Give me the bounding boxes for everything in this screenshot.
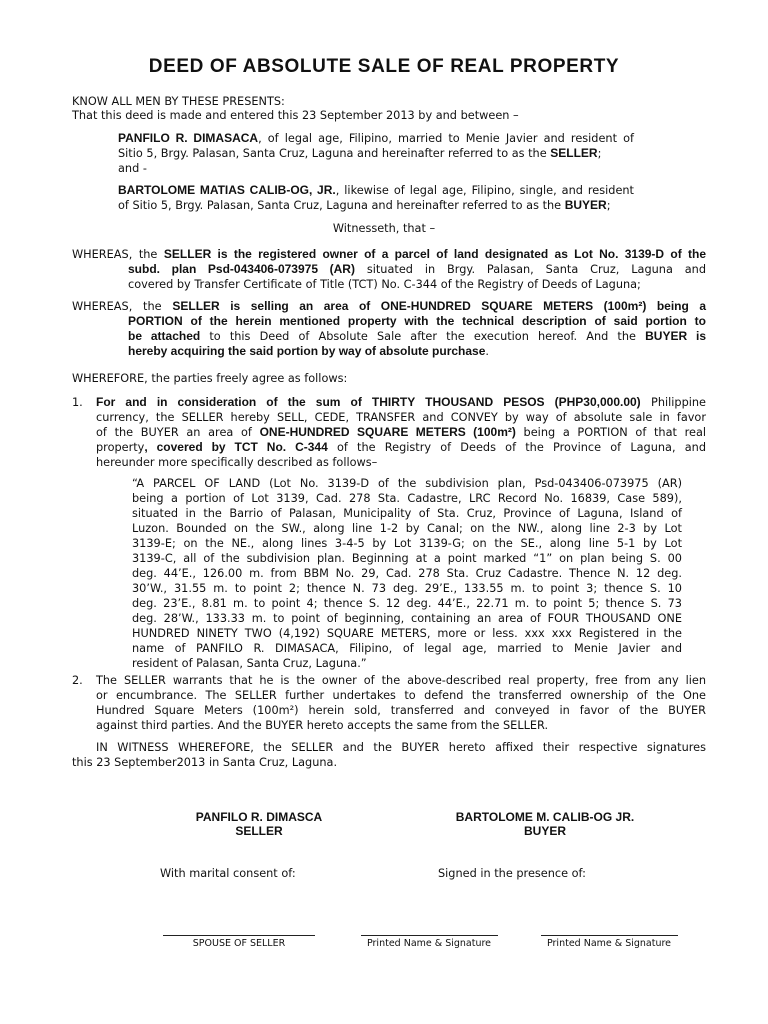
item-1-line-4: property, covered by TCT No. C-344 of the Registry of Deeds of the Province of Laguna, and <box>96 440 707 454</box>
quote-line: deg. 44’E., 126.00 m. from BBM No. 29, Cad. 278 Sta. Cruz Cadastre. Thence N. 12 deg. <box>132 567 682 580</box>
quote-line: 3139-E; on the NE., along lines 3-4-5 by Lot 3139-G; on the SE., along line 5-1 by Lot <box>132 537 682 550</box>
quote-line: 3139-C, all of the subdivision plan. Beginning at a point marked “1” on plan being S. 00 <box>132 552 682 565</box>
spouse-of-seller-label: SPOUSE OF SELLER <box>192 938 286 949</box>
item-1-line-5: hereunder more specifically described as follows– <box>96 456 378 469</box>
buyer-name: BARTOLOME MATIAS CALIB-OG, JR. <box>118 183 336 197</box>
witness-clause-line-1: IN WITNESS WHEREFORE, the SELLER and the BUYER hereto affixed their respective signatures <box>96 741 706 754</box>
item-1-line-3: of the BUYER an area of ONE-HUNDRED SQUARE METERS (100m²) being a PORTION of that real <box>96 425 707 439</box>
item-2-line: or encumbrance. The SELLER further undertakes to defend the transferred ownership of the One <box>96 689 706 702</box>
buyer-paragraph-line-2: of Sitio 5, Brgy. Palasan, Santa Cruz, Laguna and hereinafter referred to as the BUYER; <box>118 198 611 212</box>
buyer-signature-role: BUYER <box>523 824 566 838</box>
seller-name: PANFILO R. DIMASACA <box>118 131 259 145</box>
whereas-2-line-1: WHEREAS, the SELLER is selling an area of ONE-HUNDRED SQUARE METERS (100m²) being a <box>72 299 706 313</box>
whereas-1-line-3: covered by Transfer Certificate of Title (TCT) No. C-344 of the Registry of Deeds of Laguna; <box>128 278 641 291</box>
item-2-line: The SELLER warrants that he is the owner of the above-described real property, free from any lien <box>96 674 706 687</box>
seller-signature-role: SELLER <box>235 824 283 838</box>
whereas-2-line-2: PORTION of the herein mentioned property with the technical description of said portion to <box>128 314 706 328</box>
witness-clause-line-2: this 23 September2013 in Santa Cruz, Laguna. <box>72 756 338 769</box>
item-2-line: Hundred Square Meters (100m²) herein sold, transferred and conveyed in favor of the BUYER <box>96 704 706 717</box>
quote-line: resident of Palasan, Santa Cruz, Laguna.” <box>132 657 367 670</box>
intro-line-1: KNOW ALL MEN BY THESE PRESENTS: <box>72 95 285 108</box>
quote-line: deg. 28’W., 133.33 m. to point of beginning, containing an area of FOUR THOUSAND ONE <box>132 612 682 625</box>
quote-line: deg. 23’E., 8.81 m. to point 4; thence S. 12 deg. 44’E., 22.71 m. to point 5; thence S. 73 <box>132 597 682 610</box>
seller-paragraph-line-3: and - <box>118 162 147 175</box>
quote-line: “A PARCEL OF LAND (Lot No. 3139-D of the subdivision plan, Psd-043406-073975 (AR) <box>132 477 682 490</box>
signed-presence-label: Signed in the presence of: <box>438 867 586 880</box>
item-1-line-2: currency, the SELLER hereby SELL, CEDE, TRANSFER and CONVEY by way of absolute sale in favor <box>96 411 706 424</box>
quote-line: 30’W., 31.55 m. to point 2; thence N. 73 deg. 29’E., 133.55 m. to point 3; thence S. 10 <box>132 582 682 595</box>
spouse-signature-line <box>163 935 315 936</box>
item-1-line-1: For and in consideration of the sum of THIRTY THOUSAND PESOS (PHP30,000.00) Philippine <box>96 395 706 409</box>
wherefore: WHEREFORE, the parties freely agree as follows: <box>72 372 348 385</box>
item-2-number: 2. <box>72 674 83 687</box>
whereas-1-line-1: WHEREAS, the SELLER is the registered owner of a parcel of land designated as Lot No. 3139-D of the <box>72 247 706 261</box>
quote-line: Luzon. Bounded on the SW., along line 1-2 by Canal; on the NW., along line 2-3 by Lot <box>132 522 682 535</box>
witness-2-signature-line <box>541 935 678 936</box>
whereas-1-line-2: subd. plan Psd-043406-073975 (AR) situated in Brgy. Palasan, Santa Cruz, Laguna and <box>128 262 707 276</box>
witness-1-signature-line <box>361 935 498 936</box>
quote-line: being a portion of Lot 3139, Cad. 278 Sta. Cadastre, LRC Record No. 16839, Case 589), <box>132 492 682 505</box>
seller-paragraph-line-1: PANFILO R. DIMASACA, of legal age, Filipino, married to Menie Javier and resident of <box>118 131 634 145</box>
seller-role: SELLER <box>550 146 598 160</box>
witness-1-label: Printed Name & Signature <box>366 938 492 949</box>
buyer-signature-block <box>420 810 670 838</box>
whereas-2-line-4: hereby acquiring the said portion by way of absolute purchase. <box>128 344 489 358</box>
quote-line: name of PANFILO R. DIMASACA, Filipino, of legal age, married to Menie Javier and <box>132 642 682 655</box>
seller-paragraph-line-2: Sitio 5, Brgy. Palasan, Santa Cruz, Laguna and hereinafter referred to as the SELLER; <box>118 146 602 160</box>
seller-signature-block <box>154 810 364 838</box>
witness-2-label: Printed Name & Signature <box>546 938 672 949</box>
quote-line: HUNDRED NINETY TWO (4,192) SQUARE METERS, more or less. xxx xxx Registered in the <box>132 627 682 640</box>
item-2-line: against third parties. And the BUYER hereto accepts the same from the SELLER. <box>96 719 549 732</box>
buyer-signature-name: BARTOLOME M. CALIB-OG JR. <box>455 810 635 824</box>
whereas-2-line-3: be attached to this Deed of Absolute Sale after the execution hereof. And the BUYER is <box>128 329 706 343</box>
seller-signature-name: PANFILO R. DIMASCA <box>195 810 323 824</box>
marital-consent-label: With marital consent of: <box>160 867 296 880</box>
intro-line-2: That this deed is made and entered this 23 September 2013 by and between – <box>72 109 519 122</box>
quote-line: situated in the Barrio of Palasan, Municipality of Sta. Cruz, Province of Laguna, Island of <box>132 507 682 520</box>
buyer-role: BUYER <box>564 198 607 212</box>
witnesseth: Witnesseth, that – <box>332 222 436 235</box>
document-title: DEED OF ABSOLUTE SALE OF REAL PROPERTY <box>148 56 620 77</box>
buyer-paragraph-line-1: BARTOLOME MATIAS CALIB-OG, JR., likewise of legal age, Filipino, single, and resident <box>118 183 634 197</box>
item-1-number: 1. <box>72 396 83 409</box>
